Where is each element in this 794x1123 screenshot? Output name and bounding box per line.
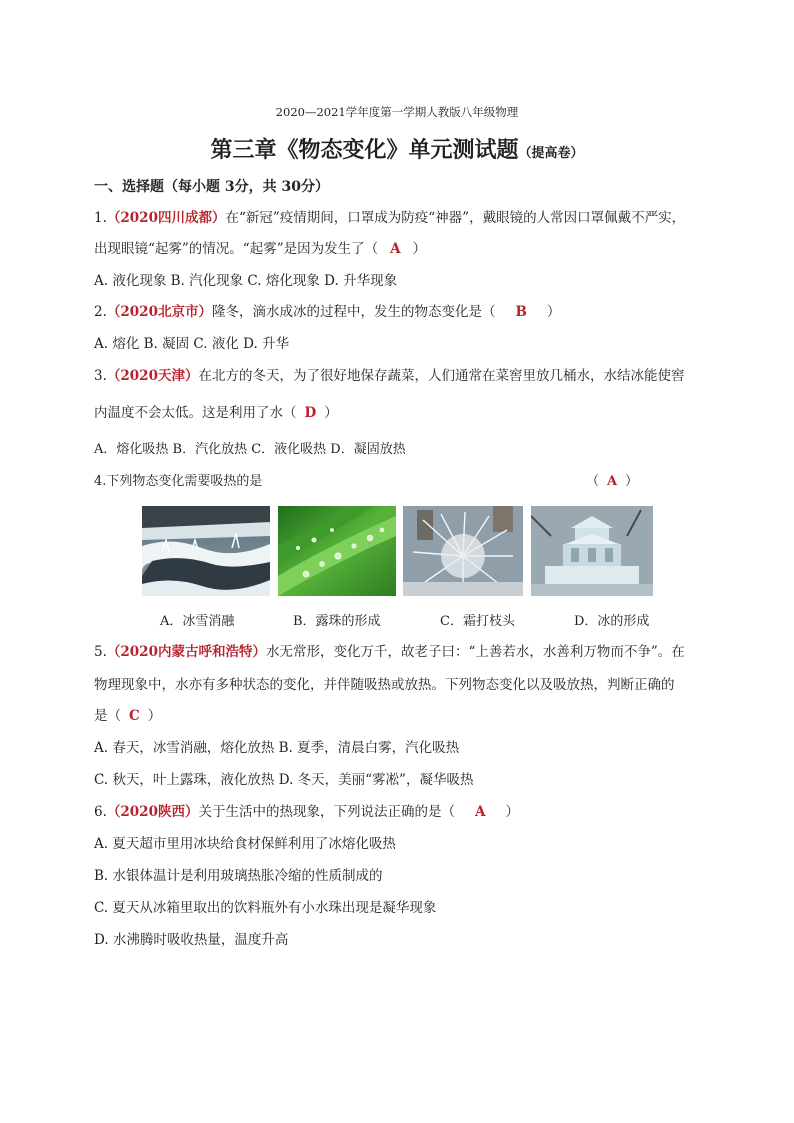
q3-text-b: 内温度不会太低。这是利用了水（	[94, 405, 297, 421]
q3-source: （2020天津）	[106, 368, 199, 384]
q4-answer: A	[607, 474, 618, 489]
document-subtitle: 2020—2021学年度第一学期人教版八年级物理	[275, 105, 519, 119]
q4-caption-a: A．冰雪消融	[160, 614, 235, 629]
q6-line-1	[94, 803, 519, 821]
q2-source: （2020北京市）	[106, 304, 212, 320]
q5-line-1	[94, 643, 685, 661]
q4-caption-c: C．霜打枝头	[440, 614, 515, 629]
q1-source: （2020四川成都）	[106, 210, 226, 226]
q1-options: A. 液化现象 B. 汽化现象 C. 熔化现象 D. 升华现象	[94, 273, 398, 289]
q3-line-2	[94, 404, 338, 422]
q4-caption-d: D．冰的形成	[574, 614, 650, 629]
q6-source: （2020陕西）	[106, 804, 199, 820]
q2-options: A. 熔化 B. 凝固 C. 液化 D. 升华	[94, 336, 290, 352]
q6-answer: A	[474, 804, 486, 820]
q5-option-ab: A. 春天，冰雪消融，熔化放热 B. 夏季，清晨白雾，汽化吸热	[94, 740, 460, 756]
q5-close: ）	[147, 708, 162, 724]
q3-line-1	[94, 367, 684, 385]
q1-text-b: 出现眼镜“起雾”的情况。“起雾”是因为发生了（	[94, 241, 379, 257]
q1-text-a: 在“新冠”疫情期间，口罩成为防疫“神器”，戴眼镜的人常因口罩佩戴不严实，	[225, 210, 686, 226]
q1-line-2	[94, 240, 426, 258]
q6-option-d: D. 水沸腾时吸收热量，温度升高	[94, 932, 289, 948]
q4-answer-group	[586, 473, 638, 491]
q5-number: 5.	[94, 644, 107, 660]
q5-text-c: 是（	[94, 708, 121, 724]
q2-line-1	[94, 303, 560, 321]
photo-snow-melting	[142, 506, 270, 596]
q1-number: 1.	[94, 210, 107, 226]
q2-text: 隆冬，滴水成冰的过程中，发生的物态变化是（	[211, 304, 496, 320]
q2-number: 2.	[94, 304, 107, 320]
q3-close: ）	[324, 405, 338, 421]
photo-ice-sculpture	[531, 506, 653, 596]
q2-answer: B	[515, 304, 527, 320]
q5-answer: C	[129, 708, 140, 724]
q4-paren-open: （	[586, 474, 600, 489]
q3-number: 3.	[94, 368, 107, 384]
title-text: 第三章《物态变化》单元测试题	[210, 137, 519, 163]
q6-option-b: B. 水银体温计是利用玻璃热胀冷缩的性质制成的	[94, 868, 383, 884]
photo-dew-drops	[278, 506, 396, 596]
q2-close: ）	[546, 304, 561, 320]
q1-line-1	[94, 209, 685, 227]
q4-text: 4.下列物态变化需要吸热的是	[94, 474, 263, 489]
q5-option-cd: C. 秋天，叶上露珠，液化放热 D. 冬天，美丽“雾凇”，凝华吸热	[94, 772, 474, 788]
q6-close: ）	[505, 804, 519, 820]
q3-options: A．熔化吸热 B．汽化放热 C．液化吸热 D．凝固放热	[94, 442, 406, 457]
q4-close: ）	[625, 474, 639, 489]
q3-text-a: 在北方的冬天，为了很好地保存蔬菜，人们通常在菜窖里放几桶水，水结冰能使窖	[198, 368, 685, 384]
q1-answer: A	[390, 241, 401, 257]
q5-line-3	[94, 707, 161, 725]
document-title	[0, 136, 794, 168]
q6-text: 关于生活中的热现象，下列说法正确的是（	[198, 804, 455, 820]
q5-source: （2020内蒙古呼和浩特）	[106, 644, 266, 660]
photo-frost-branches	[403, 506, 523, 596]
title-tag: （提高卷）	[518, 146, 584, 161]
q6-option-a: A. 夏天超市里用冰块给食材保鲜利用了冰熔化吸热	[94, 836, 396, 852]
q6-number: 6.	[94, 804, 107, 820]
q5-text-a: 水无常形，变化万千，故老子曰：“上善若水，水善利万物而不争”。在	[265, 644, 685, 660]
q6-option-c: C. 夏天从冰箱里取出的饮料瓶外有小水珠出现是凝华现象	[94, 900, 437, 916]
q4-caption-b: B．露珠的形成	[293, 614, 381, 629]
q5-line-2: 物理现象中，水亦有多种状态的变化，并伴随吸热或放热。下列物态变化以及吸放热，判断正确的	[94, 677, 675, 693]
q1-close: ）	[412, 241, 427, 257]
section-heading: 一、选择题（每小题 3分，共 30分）	[94, 179, 329, 195]
q3-answer: D	[304, 405, 317, 421]
